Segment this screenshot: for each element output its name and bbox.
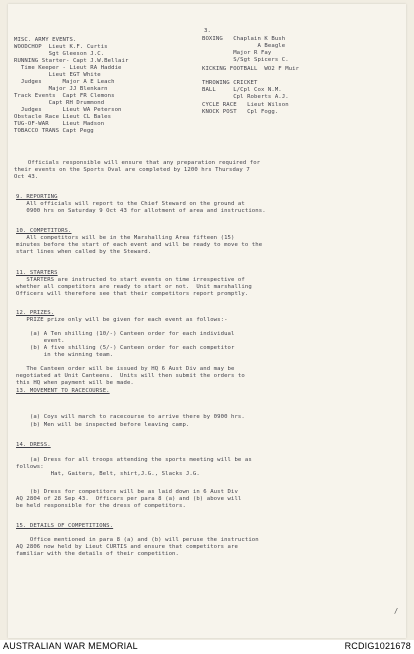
col2-line: Major R Fay (202, 50, 272, 56)
section-line: (a) Dress for all troops attending the sports meeting will be as (16, 457, 252, 463)
section-line: (a) Coys will march to racecourse to arrive there by 0900 hrs. (16, 414, 245, 420)
section-line: in the winning team. (16, 352, 114, 358)
section-line: All officials will report to the Chief Steward on the ground at (16, 201, 245, 207)
col2-line: A Beagle (202, 43, 286, 49)
section-line: STARTERS are instructed to start events on time irrespective of (16, 277, 245, 283)
section-line: event. (16, 338, 65, 344)
section-line: (a) A Ten shilling (10/-) Canteen order for each individual (16, 331, 235, 337)
col1-line: MISC. ARMY EVENTS. (14, 37, 77, 43)
section-heading: 12. PRIZES. (16, 310, 55, 316)
col1-line: Track Events Capt FR Clemons (14, 93, 115, 99)
col1-line: Judges Major A E Leach (14, 79, 115, 85)
col2-line: S/Sgt Spicers C. (202, 57, 289, 63)
section-line: Hat, Gaiters, Belt, shirt,J.G., Slacks J.G. (16, 471, 200, 477)
col2-line: BALL L/Cpl Cox N.M. (202, 87, 282, 93)
footer-reference: RCDIG1021678 (344, 641, 411, 651)
section-line: start lines when called by the Steward. (16, 249, 152, 255)
section-heading: 11. STARTERS (16, 270, 58, 276)
section-heading: 14. DRESS. (16, 442, 51, 448)
section-heading: 9. REPORTING (16, 194, 58, 200)
section-line: (b) Men will be inspected before leaving camp. (16, 422, 190, 428)
col2-line: KNOCK POST Cpl Fogg. (202, 109, 279, 115)
section-line: follows: (16, 464, 44, 470)
document-page (8, 4, 406, 638)
section-line: be held responsible for the dress of competitors. (16, 503, 186, 509)
col1-line: Major JJ Blenkarn (14, 86, 108, 92)
col2-line: CYCLE RACE Lieut Wilson (202, 102, 289, 108)
col1-line: Sgt Gleeson J.C. (14, 51, 105, 57)
page-number: 3. (204, 28, 211, 34)
section-line: (b) A five shilling (5/-) Canteen order for each competitor (16, 345, 235, 351)
section-line: All competitors will be in the Marshalling Area fifteen (15) (16, 235, 235, 241)
col1-line: Judges Lieut WA Peterson (14, 107, 122, 113)
section-line: Officers will therefore see that their competitors report promptly. (16, 291, 249, 297)
section-line: minutes before the start of each event and will be ready to move to the (16, 242, 263, 248)
section-heading: 10. COMPETITORS. (16, 228, 72, 234)
col1-line: Time Keeper - Lieut RA Haddie (14, 65, 122, 71)
section-line: whether all competitors are ready to start or not. Unit marshalling (16, 284, 252, 290)
section-line: familiar with the details of their competition. (16, 551, 179, 557)
section-line: PRIZE prize only will be given for each event as follows:- (16, 317, 228, 323)
section-line: AQ 2804 of 28 Sep 43. Officers per para 8 (a) and (b) above will (16, 496, 242, 502)
col1-line: Obstacle Race Lieut CL Bales (14, 114, 112, 120)
col1-line: WOODCHOP Lieut K.F. Curtis (14, 44, 108, 50)
col1-line: RUNNING Starter- Capt J.W.Bellair (14, 58, 129, 64)
col2-line: BOXING Chaplain K Bush (202, 36, 286, 42)
archive-footer (0, 640, 414, 654)
col1-line: Capt RH Drummond (14, 100, 105, 106)
pencil-mark: / (394, 607, 399, 615)
intro-line: their events on the Sports Oval are completed by 1200 hrs Thursday 7 (14, 167, 250, 173)
section-line: AQ 2806 now held by Lieut CURTIS and ensure that competitors are (16, 544, 238, 550)
section-line: 0900 hrs on Saturday 9 Oct 43 for allotment of area and instructions. (16, 208, 266, 214)
col2-line: THROWING CRICKET (202, 80, 258, 86)
section-line: negotiated at Unit Canteens. Units will then submit the orders to (16, 373, 245, 379)
section-line: this HQ when payment will be made. (16, 380, 134, 386)
col1-line: TUG-OF-WAR Lieut Madson (14, 121, 105, 127)
col1-line: TOBACCO TRANS Capt Pegg (14, 128, 94, 134)
col2-line: KICKING FOOTBALL WO2 F Muir (202, 66, 300, 72)
intro-line: Oct 43. (14, 174, 39, 180)
section-line: (b) Dress for competitors will be as laid down in 6 Aust Div (16, 489, 238, 495)
section-line: Office mentioned in para 8 (a) and (b) will peruse the instruction (16, 537, 259, 543)
section-line: The Canteen order will be issued by HQ 6 Aust Div and may be (16, 366, 235, 372)
section-heading: 15. DETAILS OF COMPETITIONS. (16, 523, 114, 529)
footer-source: AUSTRALIAN WAR MEMORIAL (3, 641, 138, 651)
col1-line: Lieut EGT White (14, 72, 101, 78)
col2-line: Cpl Roberts A.J. (202, 94, 289, 100)
section-heading: 13. MOVEMENT TO RACECOURSE. (16, 388, 110, 394)
intro-line: Officials responsible will ensure that any preparation required for (14, 160, 261, 166)
